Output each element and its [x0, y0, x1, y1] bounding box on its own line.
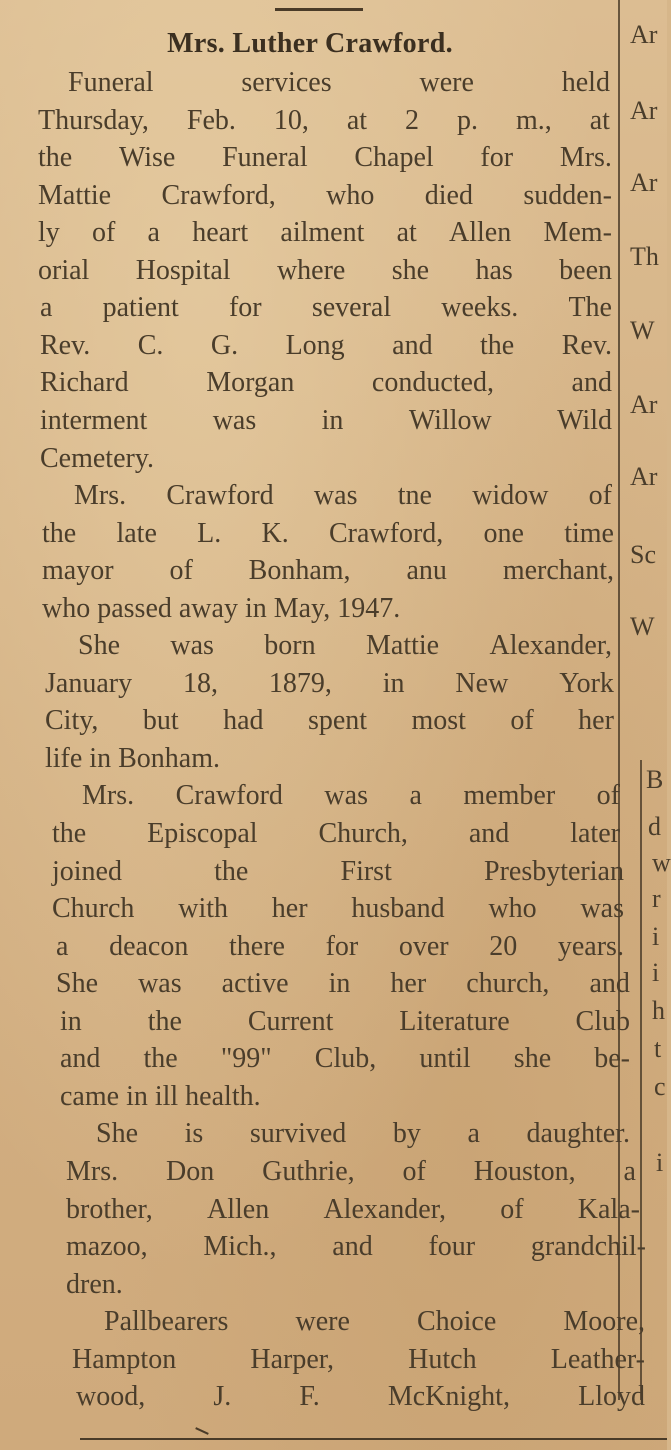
- adjacent-column-fragment: Ar: [630, 20, 658, 49]
- article-line: She is survived by a daughter.: [96, 1118, 630, 1149]
- article-line: the Wise Funeral Chapel for Mrs.: [38, 142, 612, 173]
- article-line: Richard Morgan conducted, and: [40, 367, 612, 398]
- article-line: Cemetery.: [40, 443, 155, 474]
- adjacent-column-fragment: c: [654, 1072, 666, 1101]
- top-rule: [275, 8, 363, 11]
- adjacent-column-fragment: Th: [630, 242, 659, 271]
- article-line: Church with her husband who was: [52, 893, 624, 924]
- article-line: the Episcopal Church, and later: [52, 818, 620, 849]
- article-line: She was born Mattie Alexander,: [78, 630, 612, 661]
- article-line: She was active in her church, and: [56, 968, 630, 999]
- article-line: joined the First Presbyterian: [52, 856, 624, 887]
- article-headline: Mrs. Luther Crawford.: [167, 28, 453, 59]
- adjacent-column-fragment: W: [630, 316, 655, 345]
- adjacent-column-fragment: i: [652, 958, 660, 987]
- adjacent-column-fragment: i: [652, 922, 660, 951]
- adjacent-column-fragment: B: [646, 765, 664, 794]
- article-line: Mrs. Crawford was a member of: [82, 780, 620, 811]
- article-line: Thursday, Feb. 10, at 2 p. m., at: [38, 105, 610, 136]
- adjacent-column-fragment: t: [654, 1034, 662, 1063]
- adjacent-column-fragment: w: [652, 848, 671, 877]
- article-line: and the "99" Club, until she be-: [60, 1043, 630, 1074]
- article-line: mayor of Bonham, anu merchant,: [42, 555, 614, 586]
- article-line: ly of a heart ailment at Allen Mem-: [38, 217, 612, 248]
- article-line: a patient for several weeks. The: [40, 292, 612, 323]
- print-mark: [195, 1427, 209, 1435]
- article-line: wood, J. F. McKnight, Lloyd: [76, 1381, 645, 1412]
- adjacent-column-fragment: h: [652, 996, 665, 1025]
- adjacent-column-fragment: W: [630, 612, 655, 641]
- article-line: in the Current Literature Club: [60, 1006, 630, 1037]
- adjacent-column-fragment: i: [656, 1148, 664, 1177]
- article-line: Rev. C. G. Long and the Rev.: [40, 330, 612, 361]
- column-divider-lower: [640, 760, 642, 1400]
- adjacent-column-fragment: r: [652, 884, 661, 913]
- article-line: a deacon there for over 20 years.: [56, 931, 624, 962]
- article-line: who passed away in May, 1947.: [42, 593, 401, 624]
- article-line: life in Bonham.: [45, 743, 220, 774]
- article-line: City, but had spent most of her: [45, 705, 614, 736]
- article-line: Hampton Harper, Hutch Leather-: [72, 1344, 645, 1375]
- bottom-rule: [80, 1438, 667, 1440]
- article-line: dren.: [66, 1269, 123, 1300]
- article-line: January 18, 1879, in New York: [45, 668, 614, 699]
- article-line: the late L. K. Crawford, one time: [42, 518, 614, 549]
- adjacent-column-fragment: Ar: [630, 168, 658, 197]
- article-line: mazoo, Mich., and four grandchil-: [66, 1231, 646, 1262]
- article-line: Mrs. Crawford was tne widow of: [74, 480, 612, 511]
- article-line: Mrs. Don Guthrie, of Houston, a: [66, 1156, 636, 1187]
- article-line: interment was in Willow Wild: [40, 405, 612, 436]
- article-line: came in ill health.: [60, 1081, 261, 1112]
- article-line: Pallbearers were Choice Moore,: [104, 1306, 645, 1337]
- adjacent-column-fragment: Ar: [630, 390, 658, 419]
- adjacent-column-fragment: Ar: [630, 96, 658, 125]
- adjacent-column-fragment: Ar: [630, 462, 658, 491]
- article-line: brother, Allen Alexander, of Kala-: [66, 1194, 640, 1225]
- article-line: orial Hospital where she has been: [38, 255, 612, 286]
- adjacent-column-fragment: Sc: [630, 540, 656, 569]
- column-divider: [618, 0, 620, 1400]
- adjacent-column-fragment: d: [648, 812, 661, 841]
- article-line: Funeral services were held: [68, 67, 610, 98]
- article-line: Mattie Crawford, who died sudden-: [38, 180, 612, 211]
